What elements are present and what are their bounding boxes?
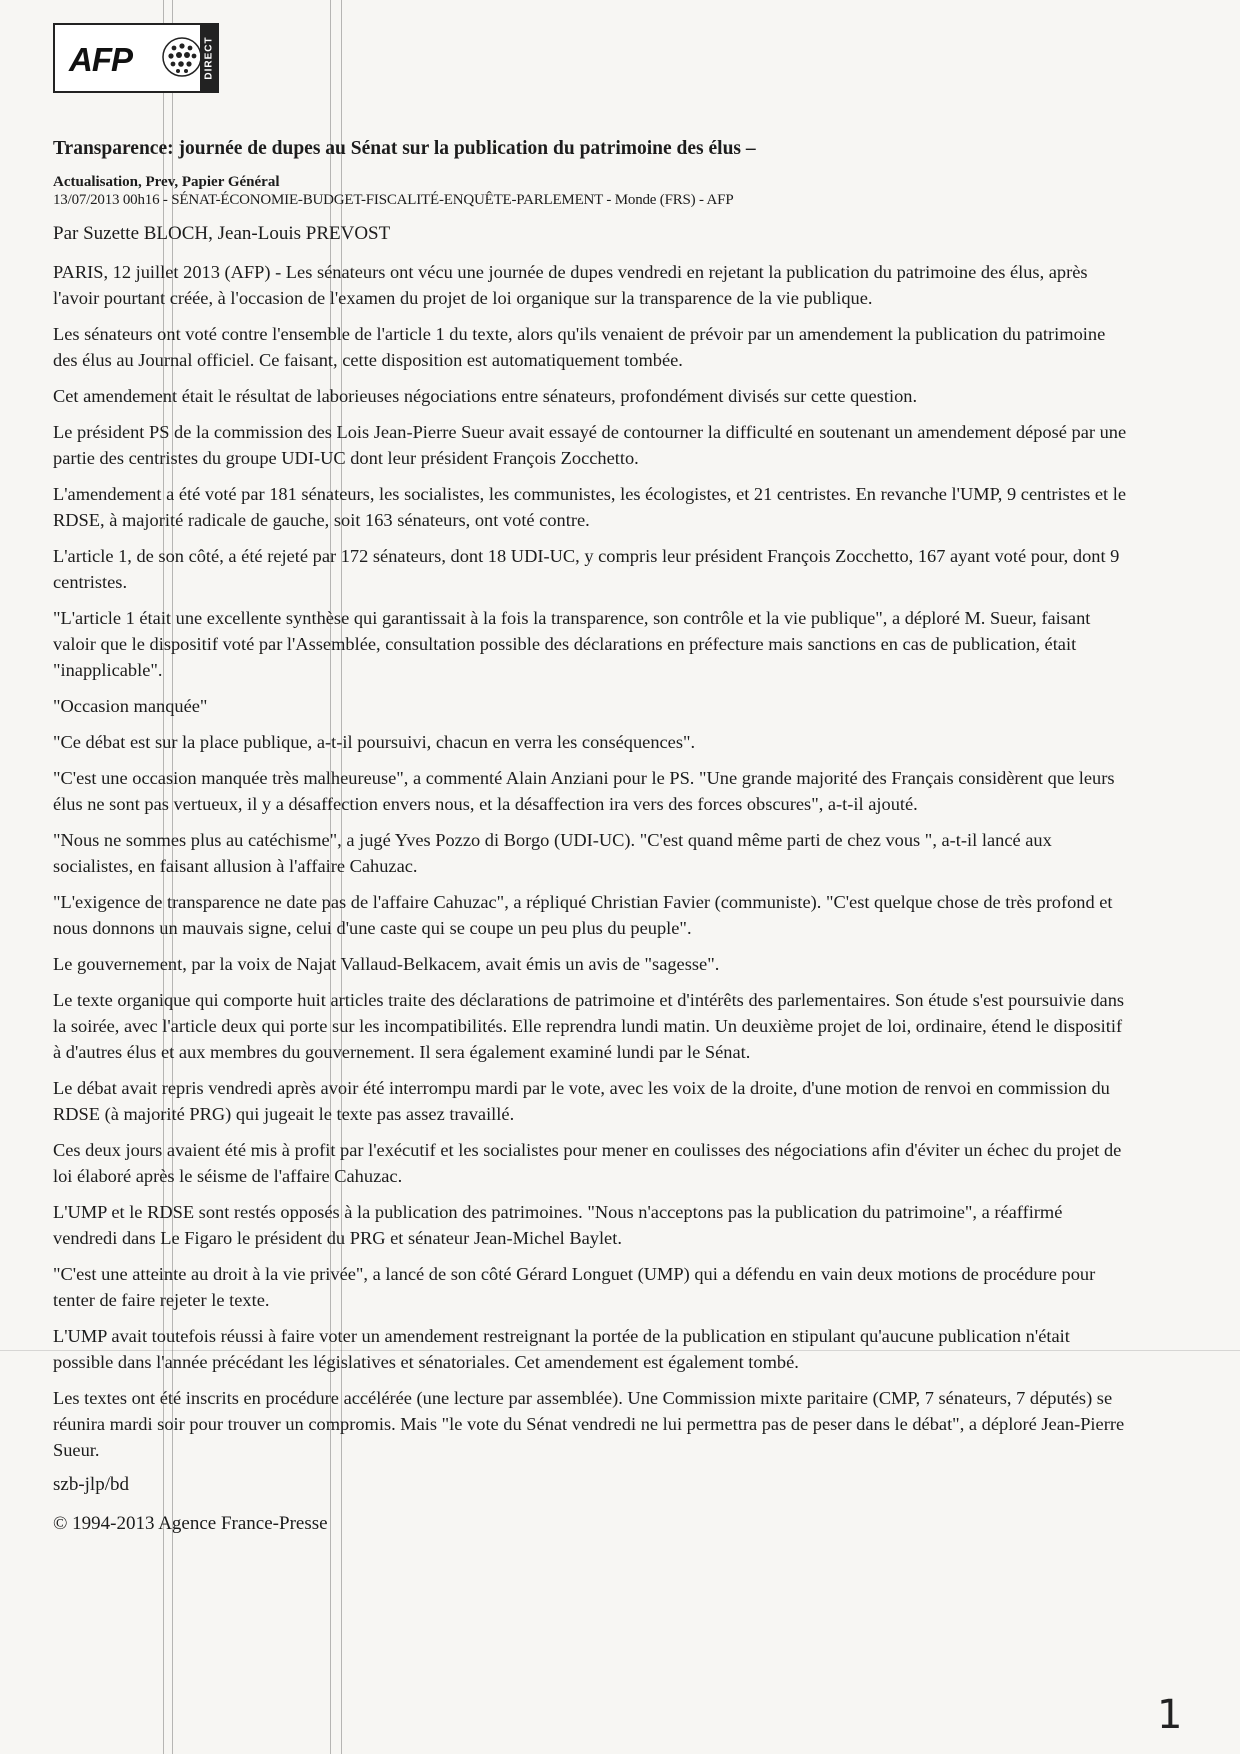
paragraph: "C'est une atteinte au droit à la vie privée", a lancé de son côté Gérard Longuet (UMP) qui a défendu en vain deux motions de procédure pour tenter de faire rejeter le texte. xyxy=(53,1263,1096,1310)
paragraph: "C'est une occasion manquée très malheureuse", a commenté Alain Anziani pour le PS. "Une grande majorité des Français considèrent que leurs élus ne sont pas vertueux, il y a désaffection envers nous, et la désaffection ira vers des forces obscures", a-t-il ajouté. xyxy=(53,767,1115,814)
paragraph: Cet amendement était le résultat de laborieuses négociations entre sénateurs, profondément divisés sur cette question. xyxy=(53,385,918,406)
article-meta: 13/07/2013 00h16 - SÉNAT-ÉCONOMIE-BUDGET-FISCALITÉ-ENQUÊTE-PARLEMENT - Monde (FRS) - AFP xyxy=(53,192,734,209)
paragraph: L'UMP avait toutefois réussi à faire voter un amendement restreignant la portée de la publication en stipulant qu'aucune publication n'était possible dans l'année précédant les législatives et sénatoriales. Cet amendement est également tombé. xyxy=(53,1325,1070,1372)
paragraph: Le président PS de la commission des Lois Jean-Pierre Sueur avait essayé de contourner la difficulté en soutenant un amendement déposé par une partie des centristes du groupe UDI-UC dont leur président François Zocchetto. xyxy=(53,421,1127,468)
paragraph: Le texte organique qui comporte huit articles traite des déclarations de patrimoine et d'intérêts des parlementaires. Son étude s'est poursuivie dans la soirée, avec l'article deux qui porte sur les incompatibilités. Elle reprendra lundi matin. Un deuxième projet de loi, ordinaire, étend le dispositif à d'autres élus et aux membres du gouvernement. Il sera également examiné lundi par le Sénat. xyxy=(53,989,1125,1062)
author-signature: szb-jlp/bd xyxy=(53,1473,129,1495)
article-subhead: Actualisation, Prev, Papier Général xyxy=(53,174,280,191)
paragraph: L'amendement a été voté par 181 sénateurs, les socialistes, les communistes, les écologistes, et 21 centristes. En revanche l'UMP, 9 centristes et le RDSE, à majorité radicale de gauche, soit 163 sénateurs, ont voté contre. xyxy=(53,483,1126,530)
copyright-notice: © 1994-2013 Agence France-Presse xyxy=(53,1512,328,1534)
article-headline: Transparence: journée de dupes au Sénat sur la publication du patrimoine des élus – xyxy=(53,138,756,159)
paragraph: "L'article 1 était une excellente synthèse qui garantissait à la fois la transparence, son contrôle et la vie publique", a déploré M. Sueur, faisant valoir que le dispositif voté par l'Assemblée, consultation possible des déclarations en préfecture mais sanctions en cas de publication, était "inapplicable". xyxy=(53,607,1091,680)
logo-brand-text: AFP xyxy=(69,41,132,78)
article-byline: Par Suzette BLOCH, Jean-Louis PREVOST xyxy=(53,223,391,245)
paragraph: PARIS, 12 juillet 2013 (AFP) - Les sénateurs ont vécu une journée de dupes vendredi en rejetant la publication du patrimoine des élus, après l'avoir pourtant créée, à l'occasion de l'examen du projet de loi organique sur la transparence de la vie publique. xyxy=(53,261,1088,308)
paragraph: Les sénateurs ont voté contre l'ensemble de l'article 1 du texte, alors qu'ils venaient de prévoir par un amendement la publication du patrimoine des élus au Journal officiel. Ce faisant, cette disposition est automatiquement tombée. xyxy=(53,323,1106,370)
paragraph: "Nous ne sommes plus au catéchisme", a jugé Yves Pozzo di Borgo (UDI-UC). "C'est quand même parti de chez vous ", a-t-il lancé aux socialistes, en faisant allusion à l'affaire Cahuzac. xyxy=(53,829,1052,876)
paragraph: "L'exigence de transparence ne date pas de l'affaire Cahuzac", a répliqué Christian Favier (communiste). "C'est quelque chose de très profond et nous donnons un mauvais signe, celui d'une caste qui se coupe un peu plus du peuple". xyxy=(53,891,1113,938)
direct-band xyxy=(200,25,217,91)
direct-label: DIRECT xyxy=(203,36,214,80)
paragraph: L'UMP et le RDSE sont restés opposés à la publication des patrimoines. "Nous n'acceptons pas la publication du patrimoine", a réaffirmé vendredi dans Le Figaro le président du PRG et sénateur Jean-Michel Baylet. xyxy=(53,1201,1063,1248)
paragraph: Le débat avait repris vendredi après avoir été interrompu mardi par le vote, avec les voix de la droite, d'une motion de renvoi en commission du RDSE (à majorité PRG) qui jugeait le texte pas assez travaillé. xyxy=(53,1077,1110,1124)
paragraph: Le gouvernement, par la voix de Najat Vallaud-Belkacem, avait émis un avis de "sagesse". xyxy=(53,953,720,974)
paragraph: L'article 1, de son côté, a été rejeté par 172 sénateurs, dont 18 UDI-UC, y compris leur président François Zocchetto, 167 ayant voté pour, dont 9 centristes. xyxy=(53,545,1120,592)
paragraph: Ces deux jours avaient été mis à profit par l'exécutif et les socialistes pour mener en coulisses des négociations afin d'éviter un échec du projet de loi élaboré après le séisme de l'affaire Cahuzac. xyxy=(53,1139,1122,1186)
paragraph: Les textes ont été inscrits en procédure accélérée (une lecture par assemblée). Une Commission mixte paritaire (CMP, 7 sénateurs, 7 députés) se réunira mardi soir pour trouver un compromis. Mais "le vote du Sénat vendredi ne lui permettra pas de peser dans le débat", a déploré Jean-Pierre Sueur. xyxy=(53,1387,1125,1460)
globe-icon xyxy=(161,36,203,78)
section-heading: "Occasion manquée" xyxy=(53,695,208,716)
paragraph: "Ce débat est sur la place publique, a-t-il poursuivi, chacun en verra les conséquences". xyxy=(53,731,696,752)
article xyxy=(53,137,1128,1536)
page-number: 1 xyxy=(1157,1692,1183,1738)
afp-direct-logo xyxy=(53,23,219,93)
